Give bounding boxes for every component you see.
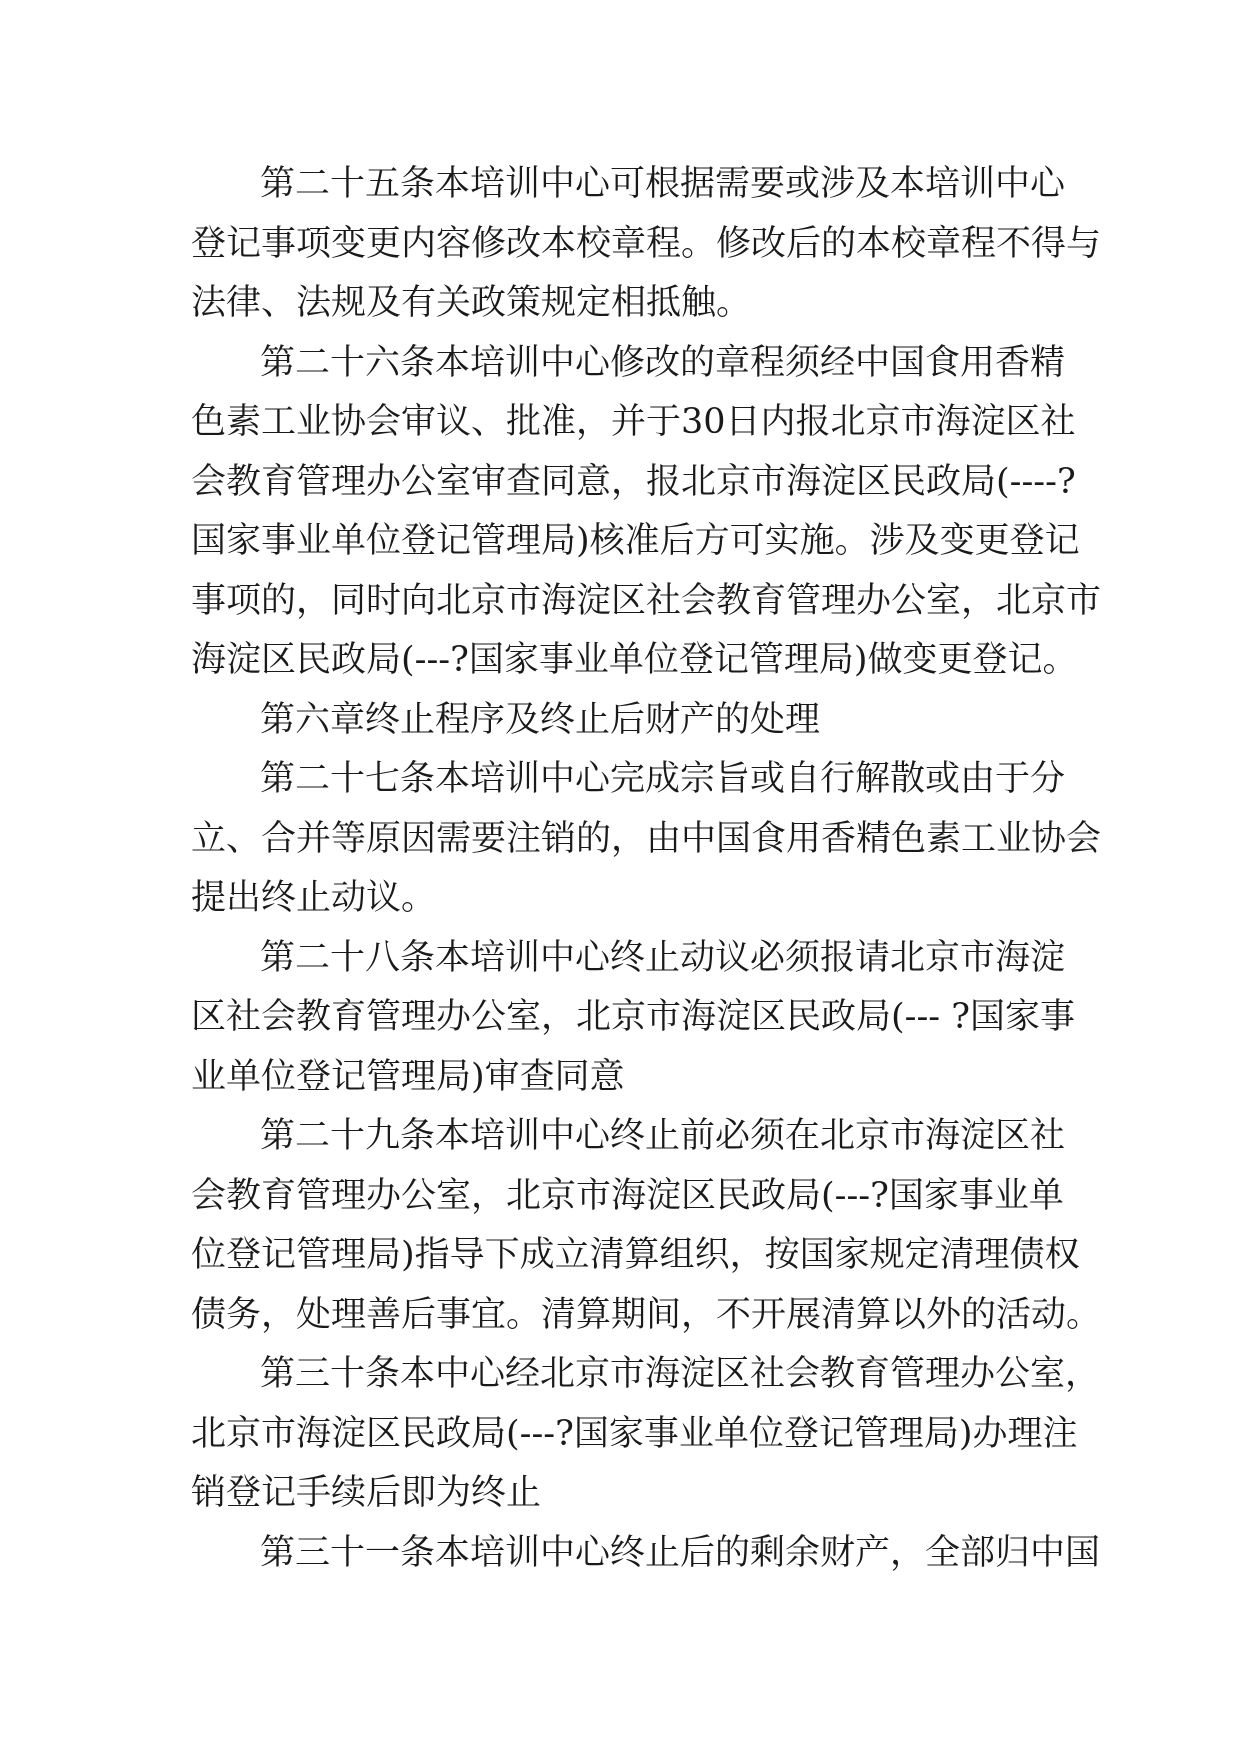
article-26-line-1: 第二十六条本培训中心修改的章程须经中国食用香精 [260, 343, 1066, 383]
article-28-line-3: 业单位登记管理局)审查同意 [191, 1057, 625, 1097]
article-29-line-1: 第二十九条本培训中心终止前必须在北京市海淀区社 [260, 1116, 1066, 1156]
article-30-line-2: 北京市海淀区民政局(---?国家事业单位登记管理局)办理注 [191, 1414, 1078, 1454]
article-30-line-1: 第三十条本中心经北京市海淀区社会教育管理办公室， [260, 1354, 1101, 1394]
article-26-line-2: 色素工业协会审议、批准，并于30日内报北京市海淀区社 [191, 402, 1076, 442]
article-27-line-1: 第二十七条本培训中心完成宗旨或自行解散或由于分 [260, 759, 1066, 799]
article-25-line-3: 法律、法规及有关政策规定相抵触。 [191, 283, 752, 323]
article-29-line-4: 债务，处理善后事宜。清算期间，不开展清算以外的活动。 [191, 1295, 1102, 1335]
article-29-line-3: 位登记管理局)指导下成立清算组织，按国家规定清理债权 [191, 1235, 1080, 1275]
article-25-line-2: 登记事项变更内容修改本校章程。修改后的本校章程不得与 [191, 224, 1102, 264]
article-30-line-3: 销登记手续后即为终止 [191, 1473, 542, 1513]
article-28-line-2: 区社会教育管理办公室，北京市海淀区民政局(--- ?国家事 [191, 997, 1076, 1037]
article-26-line-3: 会教育管理办公室审查同意，报北京市海淀区民政局(----? [191, 462, 1076, 502]
article-26-line-4: 国家事业单位登记管理局)核准后方可实施。涉及变更登记 [191, 521, 1080, 561]
article-26-line-5: 事项的，同时向北京市海淀区社会教育管理办公室，北京市 [191, 581, 1102, 621]
article-25-line-1: 第二十五条本培训中心可根据需要或涉及本培训中心 [260, 164, 1066, 204]
chapter-6-heading: 第六章终止程序及终止后财产的处理 [260, 700, 821, 740]
article-28-line-1: 第二十八条本培训中心终止动议必须报请北京市海淀 [260, 938, 1066, 978]
article-31-line-1: 第三十一条本培训中心终止后的剩余财产，全部归中国 [260, 1533, 1101, 1573]
article-27-line-3: 提出终止动议。 [191, 878, 437, 918]
article-26-line-6: 海淀区民政局(---?国家事业单位登记管理局)做变更登记。 [191, 640, 1078, 680]
article-27-line-2: 立、合并等原因需要注销的，由中国食用香精色素工业协会 [191, 819, 1102, 859]
article-29-line-2: 会教育管理办公室，北京市海淀区民政局(---?国家事业单 [191, 1176, 1064, 1216]
